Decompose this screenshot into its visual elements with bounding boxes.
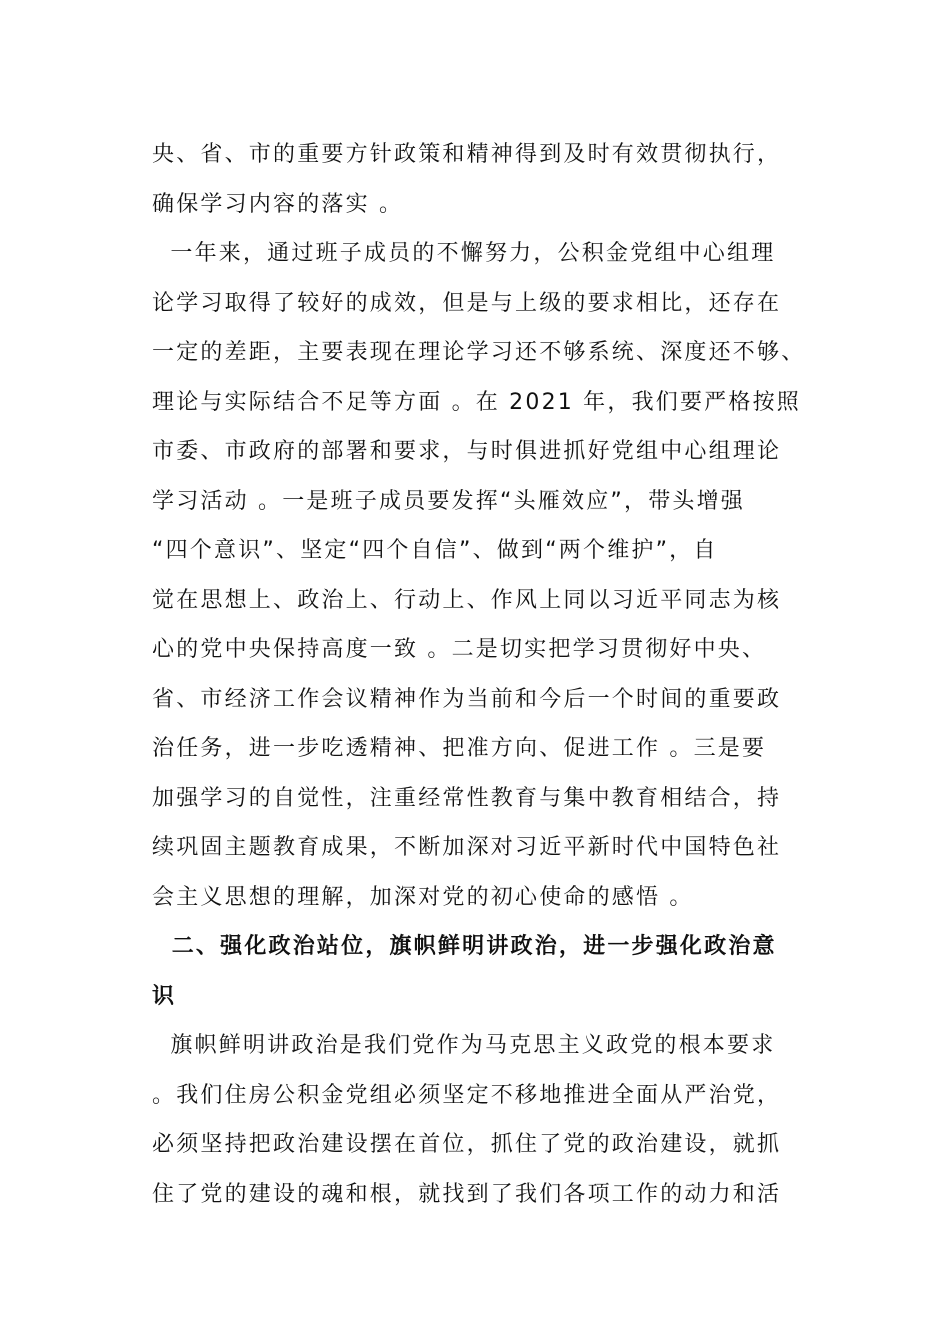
- text-line-5: 一定的差距，主要表现在理论学习还不够系统、深度还不够、: [152, 340, 806, 365]
- text-line-20: 。我们住房公积金党组必须坚定不移地推进全面从严治党，: [152, 1082, 782, 1108]
- text-line-12: 省、市经济工作会议精神作为当前和今后一个时间的重要政: [152, 686, 782, 712]
- document-body: [152, 130, 806, 1219]
- text-line-21: 必须坚持把政治建设摆在首位，抓住了党的政治建设，就抓: [152, 1132, 782, 1157]
- text-line-8: 学习活动 。一是班子成员要发挥“头雁效应”，带头增强: [152, 488, 745, 514]
- text-line-2: 确保学习内容的落实 。: [152, 191, 404, 217]
- text-line-19: 旗帜鲜明讲政治是我们党作为马克思主义政党的根本要求: [152, 1033, 776, 1058]
- text-line-6: 理论与实际结合不足等方面 。在 2021 年，我们要严格按照: [152, 389, 801, 415]
- text-line-9: “四个意识”、坚定“四个自信”、做到“两个维护”，自: [152, 538, 718, 563]
- text-line-4: 论学习取得了较好的成效，但是与上级的要求相比，还存在: [152, 290, 782, 316]
- text-line-14: 加强学习的自觉性，注重经常性教育与集中教育相结合，持: [152, 785, 782, 811]
- text-line-7: 市委、市政府的部署和要求，与时俱进抓好党组中心组理论: [152, 439, 782, 464]
- text-line-22: 住了党的建设的魂和根，就找到了我们各项工作的动力和活: [152, 1181, 782, 1207]
- section-heading-line-2: 识: [152, 983, 177, 1009]
- text-line-1: 央、省、市的重要方针政策和精神得到及时有效贯彻执行，: [152, 142, 782, 167]
- text-line-15: 续巩固主题教育成果，不断加深对习近平新时代中国特色社: [152, 835, 782, 860]
- text-line-11: 心的党中央保持高度一致 。二是切实把学习贯彻好中央、: [152, 637, 767, 662]
- text-line-10: 觉在思想上、政治上、行动上、作风上同以习近平同志为核: [152, 587, 782, 613]
- text-line-13: 治任务，进一步吃透精神、把准方向、促进工作 。三是要: [152, 736, 767, 761]
- section-heading-line-1: 二、强化政治站位，旗帜鲜明讲政治，进一步强化政治意: [152, 934, 777, 959]
- text-line-16: 会主义思想的理解，加深对党的初心使命的感悟 。: [152, 884, 694, 910]
- text-line-3: 一年来，通过班子成员的不懈努力，公积金党组中心组理: [152, 241, 776, 266]
